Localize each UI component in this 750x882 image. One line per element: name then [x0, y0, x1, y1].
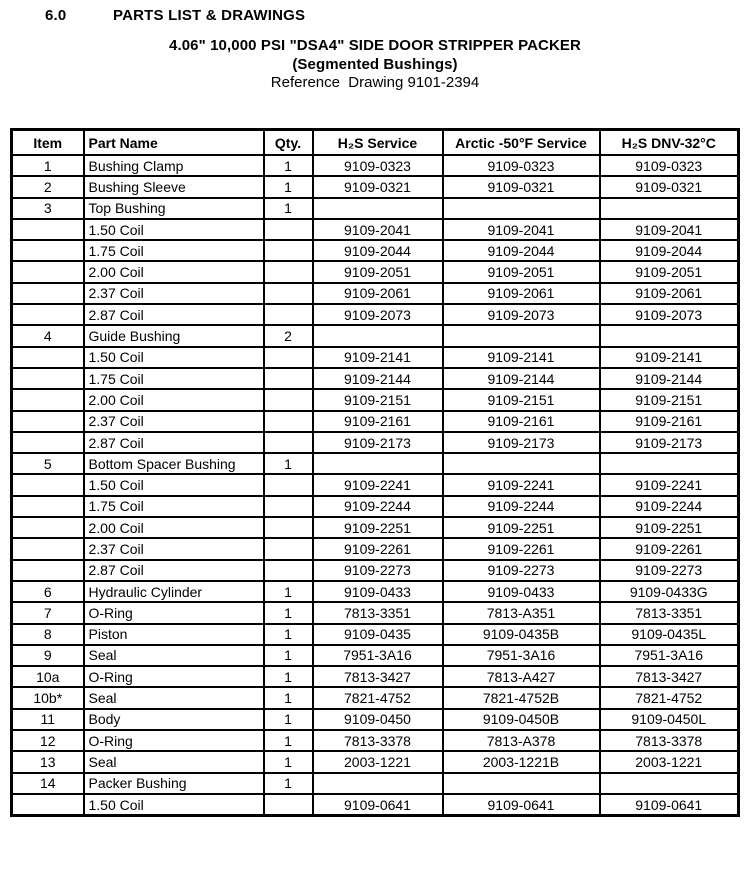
- table-row: [12, 474, 739, 495]
- table-cell: 9109-0321: [600, 176, 739, 197]
- table-cell: 2.87 Coil: [84, 560, 264, 581]
- table-cell: 9109-2141: [313, 347, 443, 368]
- table-cell: 9109-2041: [313, 219, 443, 240]
- table-cell: 2.37 Coil: [84, 411, 264, 432]
- table-cell: [12, 432, 84, 453]
- table-row: [12, 538, 739, 559]
- table-row: [12, 730, 739, 751]
- table-cell: 14: [12, 773, 84, 794]
- column-header-h2s-service: H₂S Service: [313, 130, 443, 156]
- table-cell: 7: [12, 602, 84, 623]
- table-cell: Guide Bushing: [84, 325, 264, 346]
- table-cell: 7951-3A16: [313, 645, 443, 666]
- table-cell: [264, 304, 313, 325]
- table-cell: 7813-3427: [600, 666, 739, 687]
- table-cell: [600, 325, 739, 346]
- table-row: [12, 773, 739, 794]
- table-cell: [12, 261, 84, 282]
- table-cell: 2.87 Coil: [84, 304, 264, 325]
- table-cell: Piston: [84, 624, 264, 645]
- table-cell: 1: [264, 709, 313, 730]
- table-cell: [12, 560, 84, 581]
- table-cell: 9109-2173: [600, 432, 739, 453]
- reference-drawing: Reference Drawing 9101-2394: [270, 74, 480, 91]
- table-row: [12, 325, 739, 346]
- table-cell: 9109-0321: [313, 176, 443, 197]
- table-cell: [264, 794, 313, 816]
- table-cell: 12: [12, 730, 84, 751]
- table-cell: 7813-3378: [313, 730, 443, 751]
- table-cell: 1: [264, 198, 313, 219]
- table-cell: 2.00 Coil: [84, 517, 264, 538]
- parts-table-body: [12, 155, 739, 816]
- table-cell: Hydraulic Cylinder: [84, 581, 264, 602]
- table-cell: 9109-2073: [313, 304, 443, 325]
- table-cell: [12, 368, 84, 389]
- table-cell: [313, 453, 443, 474]
- section-title: PARTS LIST & DRAWINGS: [113, 7, 306, 24]
- table-row: [12, 219, 739, 240]
- table-cell: 9109-0450L: [600, 709, 739, 730]
- table-row: [12, 304, 739, 325]
- table-cell: 9109-0433: [443, 581, 600, 602]
- table-cell: 1: [264, 751, 313, 772]
- table-cell: 2003-1221: [313, 751, 443, 772]
- table-cell: [12, 304, 84, 325]
- table-row: [12, 283, 739, 304]
- table-cell: [264, 283, 313, 304]
- table-cell: [600, 198, 739, 219]
- table-cell: 7813-3351: [313, 602, 443, 623]
- table-cell: 7821-4752B: [443, 687, 600, 708]
- title-block: [0, 37, 750, 93]
- table-cell: [264, 496, 313, 517]
- table-cell: [313, 325, 443, 346]
- table-row: [12, 155, 739, 176]
- table-cell: 9109-0435L: [600, 624, 739, 645]
- table-cell: 7821-4752: [600, 687, 739, 708]
- table-cell: 2003-1221B: [443, 751, 600, 772]
- table-cell: 9109-2144: [443, 368, 600, 389]
- table-cell: 9109-0450: [313, 709, 443, 730]
- column-header-qty: Qty.: [264, 130, 313, 156]
- table-cell: 2: [12, 176, 84, 197]
- table-cell: O-Ring: [84, 730, 264, 751]
- table-cell: 9109-2261: [600, 538, 739, 559]
- table-cell: [12, 474, 84, 495]
- table-cell: 9109-2244: [313, 496, 443, 517]
- table-row: [12, 666, 739, 687]
- table-cell: 7951-3A16: [443, 645, 600, 666]
- table-cell: 9109-2044: [600, 240, 739, 261]
- table-cell: 9109-2261: [313, 538, 443, 559]
- table-cell: [443, 773, 600, 794]
- table-cell: 7813-A351: [443, 602, 600, 623]
- table-cell: 9109-2273: [443, 560, 600, 581]
- table-row: [12, 624, 739, 645]
- table-cell: 7813-A427: [443, 666, 600, 687]
- table-cell: 9109-0323: [313, 155, 443, 176]
- table-cell: 1.75 Coil: [84, 368, 264, 389]
- table-cell: [12, 496, 84, 517]
- table-cell: 9109-2161: [443, 411, 600, 432]
- table-cell: 10a: [12, 666, 84, 687]
- table-cell: Bottom Spacer Bushing: [84, 453, 264, 474]
- table-cell: [264, 219, 313, 240]
- table-cell: 2.37 Coil: [84, 283, 264, 304]
- table-cell: 13: [12, 751, 84, 772]
- table-cell: 1: [264, 176, 313, 197]
- table-cell: Seal: [84, 751, 264, 772]
- table-cell: [12, 283, 84, 304]
- table-cell: 9109-2273: [313, 560, 443, 581]
- table-cell: 9109-2261: [443, 538, 600, 559]
- table-cell: 9109-0323: [443, 155, 600, 176]
- table-cell: 2: [264, 325, 313, 346]
- table-cell: 1: [264, 624, 313, 645]
- table-cell: 9109-2051: [443, 261, 600, 282]
- table-cell: O-Ring: [84, 602, 264, 623]
- document-subtitle: (Segmented Bushings): [292, 55, 458, 73]
- table-cell: [600, 453, 739, 474]
- table-cell: 9109-2151: [600, 389, 739, 410]
- table-row: [12, 389, 739, 410]
- table-cell: 1: [264, 602, 313, 623]
- table-row: [12, 581, 739, 602]
- table-cell: 9109-2044: [443, 240, 600, 261]
- table-cell: 2003-1221: [600, 751, 739, 772]
- table-cell: [12, 411, 84, 432]
- table-cell: [12, 240, 84, 261]
- table-cell: 2.00 Coil: [84, 261, 264, 282]
- table-cell: 9109-2144: [313, 368, 443, 389]
- table-cell: 9: [12, 645, 84, 666]
- table-cell: 9109-2061: [443, 283, 600, 304]
- table-cell: 9109-2051: [600, 261, 739, 282]
- table-cell: 11: [12, 709, 84, 730]
- table-row: [12, 645, 739, 666]
- table-cell: 2.87 Coil: [84, 432, 264, 453]
- table-cell: 7813-3351: [600, 602, 739, 623]
- table-cell: 9109-0641: [313, 794, 443, 816]
- table-cell: 1.75 Coil: [84, 496, 264, 517]
- table-cell: 9109-0641: [600, 794, 739, 816]
- table-cell: [12, 389, 84, 410]
- table-cell: 1.50 Coil: [84, 474, 264, 495]
- table-cell: [264, 347, 313, 368]
- table-row: [12, 751, 739, 772]
- table-cell: 9109-2273: [600, 560, 739, 581]
- table-cell: 9109-0641: [443, 794, 600, 816]
- table-cell: [443, 198, 600, 219]
- table-row: [12, 687, 739, 708]
- table-cell: 9109-2251: [313, 517, 443, 538]
- column-header-item: Item: [12, 130, 84, 156]
- table-cell: 7813-3427: [313, 666, 443, 687]
- table-cell: 9109-0435: [313, 624, 443, 645]
- table-cell: 1: [264, 687, 313, 708]
- table-row: [12, 794, 739, 816]
- table-cell: [12, 219, 84, 240]
- table-cell: [12, 347, 84, 368]
- table-row: [12, 198, 739, 219]
- table-cell: [264, 411, 313, 432]
- table-row: [12, 709, 739, 730]
- table-cell: 9109-2141: [443, 347, 600, 368]
- table-cell: 6: [12, 581, 84, 602]
- table-cell: [443, 325, 600, 346]
- table-cell: 3: [12, 198, 84, 219]
- table-cell: [264, 474, 313, 495]
- table-cell: 9109-2073: [443, 304, 600, 325]
- table-cell: 9109-2041: [443, 219, 600, 240]
- table-cell: [443, 453, 600, 474]
- section-number: 6.0: [45, 7, 67, 24]
- table-cell: 1: [264, 773, 313, 794]
- table-cell: Body: [84, 709, 264, 730]
- table-cell: 1.75 Coil: [84, 240, 264, 261]
- table-cell: 9109-2144: [600, 368, 739, 389]
- table-cell: 9109-2241: [600, 474, 739, 495]
- table-cell: Seal: [84, 687, 264, 708]
- table-row: [12, 411, 739, 432]
- table-row: [12, 347, 739, 368]
- table-cell: [12, 517, 84, 538]
- table-row: [12, 240, 739, 261]
- table-cell: 9109-2151: [313, 389, 443, 410]
- table-cell: 7813-3378: [600, 730, 739, 751]
- table-cell: 9109-2173: [443, 432, 600, 453]
- table-cell: 2.00 Coil: [84, 389, 264, 410]
- table-cell: Bushing Clamp: [84, 155, 264, 176]
- table-cell: [264, 560, 313, 581]
- table-cell: [313, 773, 443, 794]
- table-cell: [313, 198, 443, 219]
- table-cell: 8: [12, 624, 84, 645]
- table-cell: 9109-2141: [600, 347, 739, 368]
- table-cell: 2.37 Coil: [84, 538, 264, 559]
- table-cell: 9109-2251: [600, 517, 739, 538]
- parts-table-header: [12, 130, 739, 156]
- table-cell: 1.50 Coil: [84, 794, 264, 816]
- table-cell: 9109-2241: [443, 474, 600, 495]
- table-cell: [264, 368, 313, 389]
- table-cell: 1: [264, 155, 313, 176]
- table-cell: 9109-0321: [443, 176, 600, 197]
- table-cell: 9109-2151: [443, 389, 600, 410]
- table-row: [12, 368, 739, 389]
- table-cell: 7813-A378: [443, 730, 600, 751]
- table-cell: 1: [264, 645, 313, 666]
- table-cell: 1.50 Coil: [84, 347, 264, 368]
- table-cell: 9109-2041: [600, 219, 739, 240]
- table-cell: 9109-2061: [313, 283, 443, 304]
- table-row: [12, 261, 739, 282]
- table-cell: O-Ring: [84, 666, 264, 687]
- table-row: [12, 560, 739, 581]
- table-cell: 7951-3A16: [600, 645, 739, 666]
- document-title: 4.06" 10,000 PSI "DSA4" SIDE DOOR STRIPPER PACKER: [169, 37, 581, 54]
- table-cell: 9109-2161: [600, 411, 739, 432]
- table-cell: 7821-4752: [313, 687, 443, 708]
- column-header-h2s-dnv: H₂S DNV-32°C: [600, 130, 739, 156]
- table-cell: 9109-2244: [443, 496, 600, 517]
- table-cell: [264, 389, 313, 410]
- table-cell: 9109-2061: [600, 283, 739, 304]
- table-cell: 1: [264, 666, 313, 687]
- table-cell: [12, 538, 84, 559]
- table-cell: 9109-2073: [600, 304, 739, 325]
- column-header-part-name: Part Name: [84, 130, 264, 156]
- table-cell: 9109-0433: [313, 581, 443, 602]
- table-cell: [12, 794, 84, 816]
- table-row: [12, 602, 739, 623]
- table-cell: Bushing Sleeve: [84, 176, 264, 197]
- table-row: [12, 176, 739, 197]
- table-cell: 1.50 Coil: [84, 219, 264, 240]
- header-row: [12, 130, 739, 156]
- table-cell: 9109-2044: [313, 240, 443, 261]
- table-cell: [264, 261, 313, 282]
- table-cell: 9109-0323: [600, 155, 739, 176]
- table-row: [12, 453, 739, 474]
- table-cell: 9109-2241: [313, 474, 443, 495]
- table-cell: 1: [264, 730, 313, 751]
- table-cell: 1: [264, 453, 313, 474]
- table-cell: Seal: [84, 645, 264, 666]
- table-cell: 1: [12, 155, 84, 176]
- table-cell: 10b*: [12, 687, 84, 708]
- table-cell: [264, 517, 313, 538]
- table-cell: 9109-2161: [313, 411, 443, 432]
- table-cell: 9109-2251: [443, 517, 600, 538]
- table-cell: [264, 538, 313, 559]
- table-cell: 9109-2051: [313, 261, 443, 282]
- table-row: [12, 432, 739, 453]
- table-cell: 4: [12, 325, 84, 346]
- table-cell: 9109-2244: [600, 496, 739, 517]
- table-cell: 1: [264, 581, 313, 602]
- table-cell: 9109-2173: [313, 432, 443, 453]
- table-cell: Top Bushing: [84, 198, 264, 219]
- table-cell: Packer Bushing: [84, 773, 264, 794]
- table-cell: 9109-0450B: [443, 709, 600, 730]
- table-cell: 9109-0433G: [600, 581, 739, 602]
- parts-table: [10, 128, 740, 817]
- table-row: [12, 496, 739, 517]
- table-cell: [264, 432, 313, 453]
- table-cell: [600, 773, 739, 794]
- column-header-arctic-service: Arctic -50°F Service: [443, 130, 600, 156]
- table-cell: 5: [12, 453, 84, 474]
- table-cell: [264, 240, 313, 261]
- table-row: [12, 517, 739, 538]
- table-cell: 9109-0435B: [443, 624, 600, 645]
